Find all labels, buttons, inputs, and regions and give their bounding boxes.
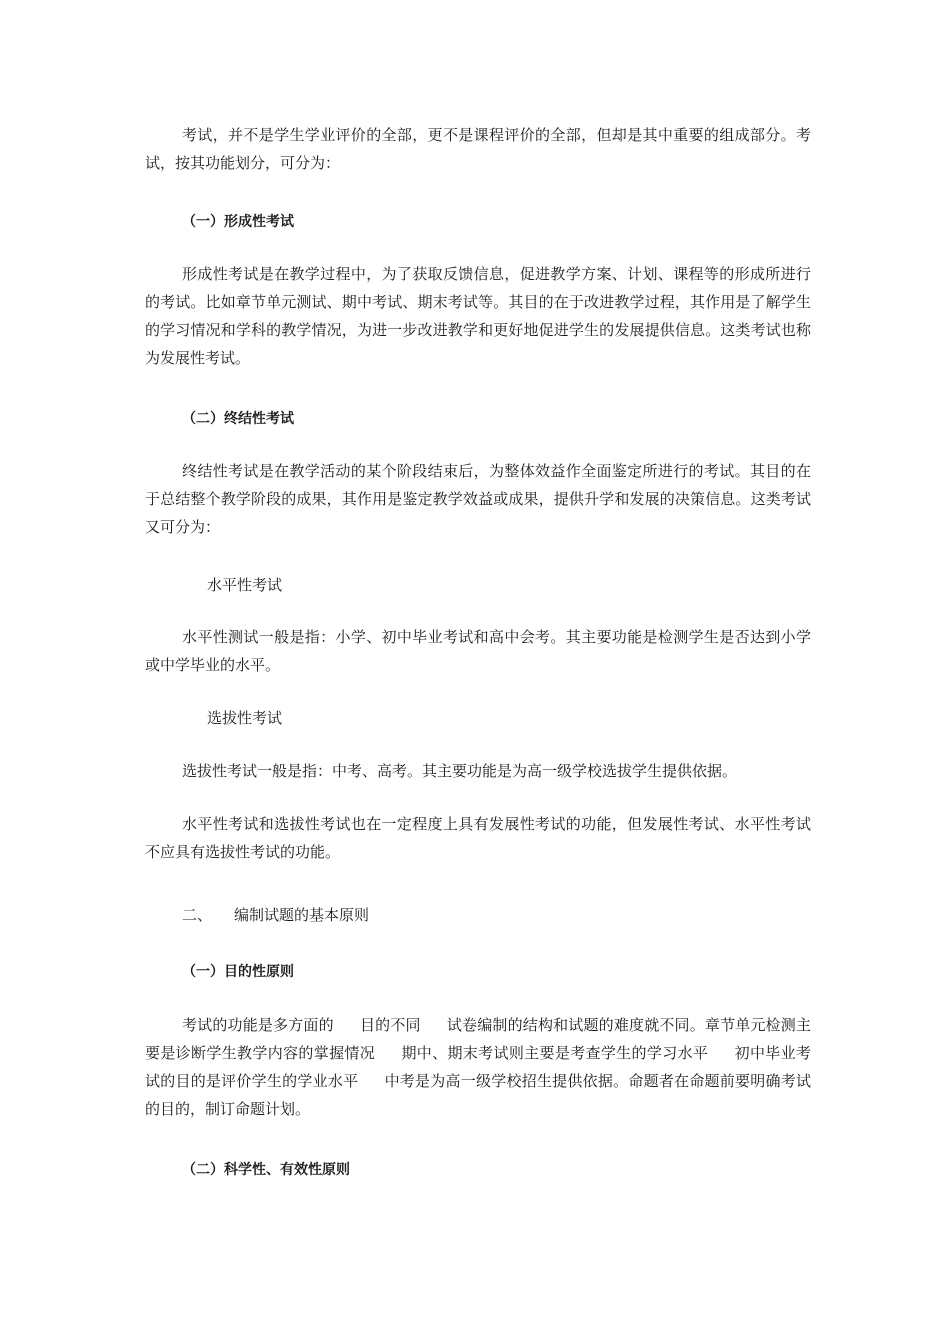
selection-exam-paragraph: 选拔性考试一般是指：中考、高考。其主要功能是为高一级学校选拔学生提供依据。 <box>182 762 738 780</box>
purpose-text-part: 考试的功能是多方面的 <box>182 1016 334 1034</box>
heading-summative-exam: （二）终结性考试 <box>182 411 294 427</box>
section-two-heading <box>145 901 811 929</box>
formative-exam-paragraph: 形成性考试是在教学过程中，为了获取反馈信息，促进教学方案、计划、课程等的形成所进行的考试。比如章节单元测试、期中考试、期末考试等。其目的在于改进教学过程，其作用是了解学生的学习情况和学科的教学情况，为进一步改进教学和更好地促进学生的发展提供信息。这类考试也称为发展性考试。 <box>145 265 811 367</box>
level-exam-paragraph: 水平性测试一般是指：小学、初中毕业考试和高中会考。其主要功能是检测学生是否达到小学或中学毕业的水平。 <box>145 628 811 674</box>
summative-exam-paragraph: 终结性考试是在教学活动的某个阶段结束后，为整体效益作全面鉴定所进行的考试。其目的在于总结整个教学阶段的成果，其作用是鉴定教学效益或成果，提供升学和发展的决策信息。这类考试又可分为： <box>145 462 811 536</box>
section-two-title: 编制试题的基本原则 <box>234 906 370 924</box>
heading-science-validity-principle: （二）科学性、有效性原则 <box>182 1162 350 1178</box>
heading-purpose-principle: （一）目的性原则 <box>182 964 294 980</box>
purpose-text-part: 期中、期末考试则主要是考查学生的学习水平 <box>401 1044 709 1062</box>
combined-exam-paragraph: 水平性考试和选拔性考试也在一定程度上具有发展性考试的功能，但发展性考试、水平性考试不应具有选拔性考试的功能。 <box>145 815 811 861</box>
heading-level-exam: 水平性考试 <box>207 576 283 594</box>
purpose-text-part: 目的不同 <box>359 1016 421 1034</box>
purpose-text-part: 试卷编制的结构和试题的难度就不同。章节单元检测主要是诊断学生教学内容的掌握情况 <box>145 1016 811 1062</box>
section-two-number: 二、 <box>182 906 213 924</box>
purpose-text-part: 中考是为高一级学校招生提供依据。命题者在命题前要明确考试的目的，制订命题计划。 <box>145 1072 811 1118</box>
purpose-principle-paragraph <box>145 1011 811 1123</box>
intro-paragraph: 考试，并不是学生学业评价的全部，更不是课程评价的全部，但却是其中重要的组成部分。考试，按其功能划分，可分为： <box>145 126 811 172</box>
heading-selection-exam: 选拔性考试 <box>207 709 283 727</box>
heading-formative-exam: （一）形成性考试 <box>182 214 294 230</box>
purpose-text-part: 初中毕业考试的目的是评价学生的学业水平 <box>145 1044 811 1090</box>
